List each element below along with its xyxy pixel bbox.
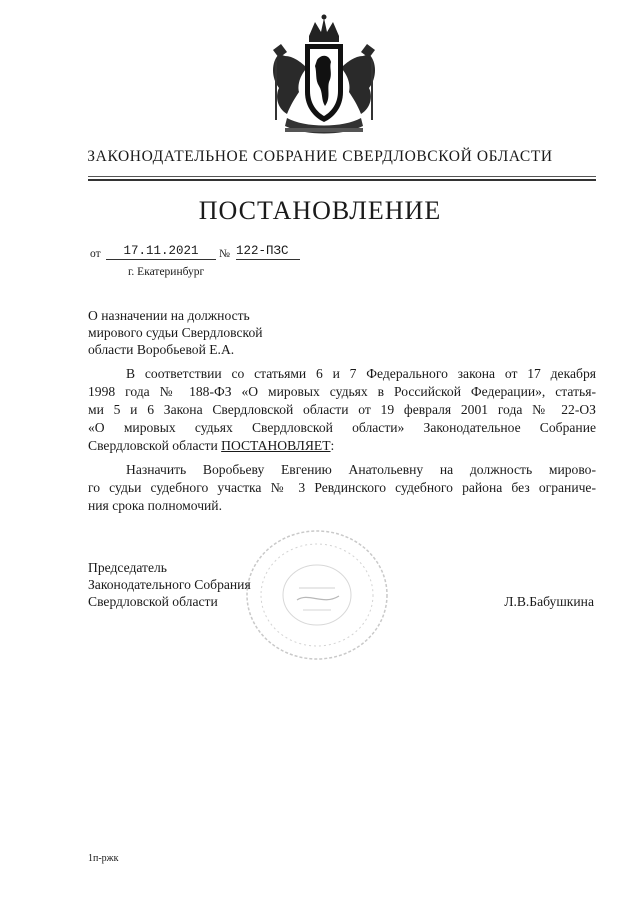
signatory-title-line: Председатель (88, 560, 167, 575)
subject-line: мирового судьи Свердловской (88, 325, 263, 340)
subject-line: области Воробьевой Е.А. (88, 342, 235, 357)
body-text: Свердловской области (88, 438, 222, 453)
decree-word: ПОСТАНОВЛЯЕТ (221, 438, 331, 453)
body-line (88, 437, 596, 455)
body-line: ния срока полномочий. (88, 498, 222, 513)
official-seal-stamp (243, 526, 391, 664)
signatory-title-line: Законодательного Собрания (88, 577, 251, 592)
body-line: ми 5 и 6 Закона Свердловской области от 19 февраля 2001 года № 22-ОЗ (88, 402, 596, 417)
coat-of-arms-emblem (265, 14, 383, 138)
document-date: 17.11.2021 (106, 244, 216, 260)
body-line: В соответствии со статьями 6 и 7 Федерального закона от 17 декабря (126, 366, 596, 381)
date-prefix: от (90, 248, 101, 260)
footer-code: 1п-ржк (88, 853, 119, 864)
organization-name: ЗАКОНОДАТЕЛЬНОЕ СОБРАНИЕ СВЕРДЛОВСКОЙ ОБЛАСТИ (87, 148, 553, 165)
body-text: : (330, 438, 335, 453)
signatory-title-line: Свердловской области (88, 594, 218, 609)
body-line: Назначить Воробьеву Евгению Анатольевну на должность мирово- (126, 462, 596, 477)
document-number: 122-ПЗС (236, 244, 300, 260)
body-line: го судьи судебного участка № 3 Ревдинского судебного района без ограниче- (88, 480, 596, 495)
body-line: 1998 года № 188-ФЗ «О мировых судьях в Российской Федерации», статья- (88, 384, 596, 399)
subject-block (88, 307, 263, 358)
subject-line: О назначении на должность (88, 308, 250, 323)
signature-block (88, 559, 251, 610)
signatory-name: Л.В.Бабушкина (504, 594, 594, 609)
city: г. Екатеринбург (128, 266, 205, 278)
header-rule-top (88, 176, 596, 177)
number-prefix: № (219, 248, 230, 260)
document-title: ПОСТАНОВЛЕНИЕ (198, 196, 442, 225)
body-line: «О мировых судьях Свердловской области» Законодательное Собрание (88, 420, 596, 435)
body-paragraph-2 (88, 461, 596, 515)
body-paragraph-1 (88, 365, 596, 455)
header-rule-bottom (88, 179, 596, 181)
